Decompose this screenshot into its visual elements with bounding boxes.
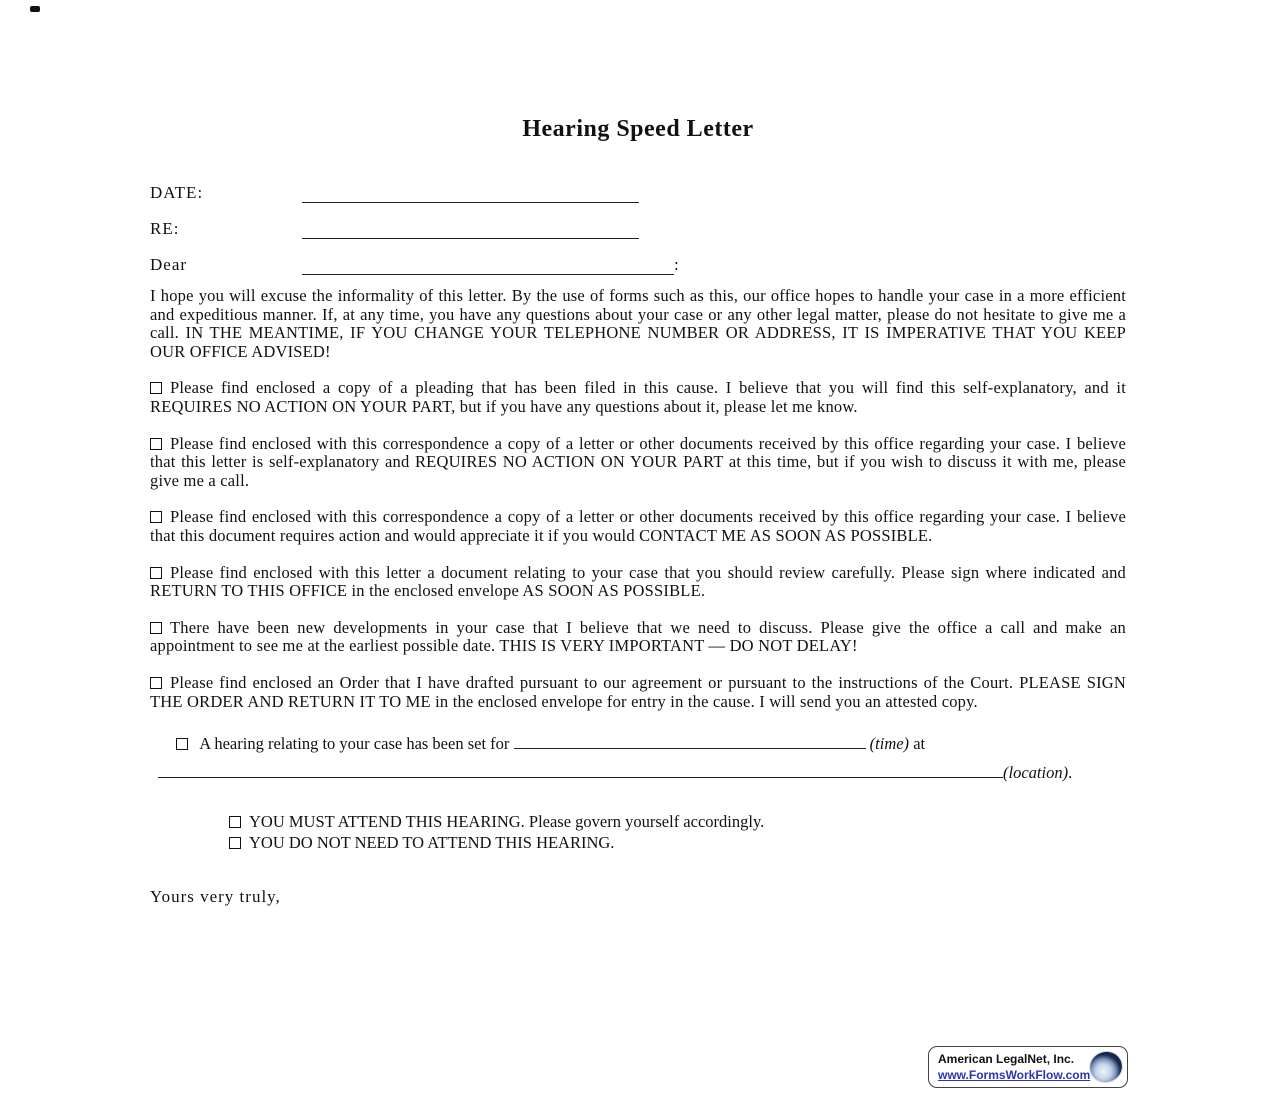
hearing-text: A hearing relating to your case has been set for [199,734,510,754]
dear-suffix: : [674,255,679,274]
hearing-time-blank-line [514,730,866,749]
closing-salutation: Yours very truly, [150,887,281,907]
checkbox-item-text: Please find enclosed a copy of a pleading that has been filed in this cause. I believe that you will find this self-explanatory, and it REQUIRES NO ACTION ON YOUR PART, but if you have any questions about it, please let me know. [150,378,1126,416]
page-title: Hearing Speed Letter [522,116,754,142]
checkbox-item-text: Please find enclosed an Order that I have drafted pursuant to our agreement or pursuant to the instructions of the Court. PLEASE SIGN THE ORDER AND RETURN IT TO ME in the enclosed envelope for entry in the cause. I will send you an attested copy. [150,672,1126,711]
checkbox-icon[interactable] [150,622,162,634]
checkbox-item-text: Please find enclosed with this correspondence a copy of a letter or other documents received by this office regarding your case. I believe that this letter is self-explanatory and REQUIRES NO ACTION ON YOUR PART at this time, but if you wish to discuss it with me, please give me a call. [150,433,1126,490]
checkbox-icon[interactable] [229,837,241,849]
intro-paragraph: I hope you will excuse the informality of this letter. By the use of forms such as this, our office hopes to handle your case in a more efficient and expeditious manner. If, at any time, you have any questions about your case or any other legal matter, please do not hesitate to give me a call. IN THE MEANTIME, IF YOU CHANGE YOUR TELEPHONE NUMBER OR ADDRESS, IT IS IMPERATIVE THAT YOU KEEP OUR OFFICE ADVISED! [150,286,1126,361]
checkbox-icon[interactable] [229,816,241,828]
checkbox-icon[interactable] [150,511,162,523]
footer-company-name: American LegalNet, Inc. [938,1051,1075,1066]
attend-option-text: YOU DO NOT NEED TO ATTEND THIS HEARING. [249,833,615,853]
dear-blank-line [302,256,674,275]
dear-label: Dear [150,255,188,274]
checkbox-icon[interactable] [176,738,188,750]
date-field-row [150,179,1126,203]
checkbox-icon[interactable] [150,567,162,579]
letter-content [150,116,1126,907]
checkbox-item-text: Please find enclosed with this correspondence a copy of a letter or other documents received by this office regarding your case. I believe that this document requires action and would appreciate it if you would CONTACT ME AS SOON AS POSSIBLE. [150,507,1126,545]
re-blank-line [302,220,639,239]
checkbox-icon[interactable] [150,382,162,394]
legalnet-footer-box [928,1046,1128,1088]
checkbox-item-order-drafted [150,674,1126,711]
re-field-row [150,215,1126,239]
scan-artifact [30,6,40,12]
checkbox-item-text: Please find enclosed with this letter a document relating to your case that you should review carefully. Please sign where indicated and RETURN TO THIS OFFICE in the enclosed envelope AS SOON AS POSSIBLE. [150,562,1126,601]
checkbox-icon[interactable] [150,438,162,450]
hearing-item [150,729,1126,787]
american-legalnet-globe-icon [1086,1048,1126,1086]
attend-options [229,811,1126,853]
checkbox-item-text: There have been new developments in your case that I believe that we need to discuss. Please give the office a call and make an appointment to see me at the earliest possible date. THIS IS VERY IMPORTANT — DO NOT DELAY! [150,617,1126,656]
date-blank-line [302,184,639,203]
hearing-location-blank-line [158,759,1003,778]
footer-website-link[interactable]: www.FormsWorkFlow.com [938,1067,1091,1082]
checkbox-icon[interactable] [150,677,162,689]
checkbox-item-new-developments [150,619,1126,656]
checkbox-item-letter-no-action [150,435,1126,491]
checkbox-item-pleading [150,379,1126,416]
footer-text [938,1052,1090,1083]
checkbox-item-sign-and-return [150,564,1126,601]
hearing-location-label: (location) [1003,763,1069,783]
hearing-period: . [1068,763,1073,783]
hearing-line-time [150,729,1126,758]
hearing-line-location [150,758,1126,787]
hearing-time-label: (time) [869,734,910,754]
checkbox-item-document-requires-action [150,508,1126,545]
hearing-at-word: at [913,734,926,754]
attend-option-must [229,811,1126,832]
attend-option-not-needed [229,832,1126,853]
date-label: DATE: [150,183,204,202]
re-label: RE: [150,219,180,238]
dear-field-row [150,251,1126,275]
attend-option-text: YOU MUST ATTEND THIS HEARING. Please govern yourself accordingly. [249,812,765,832]
